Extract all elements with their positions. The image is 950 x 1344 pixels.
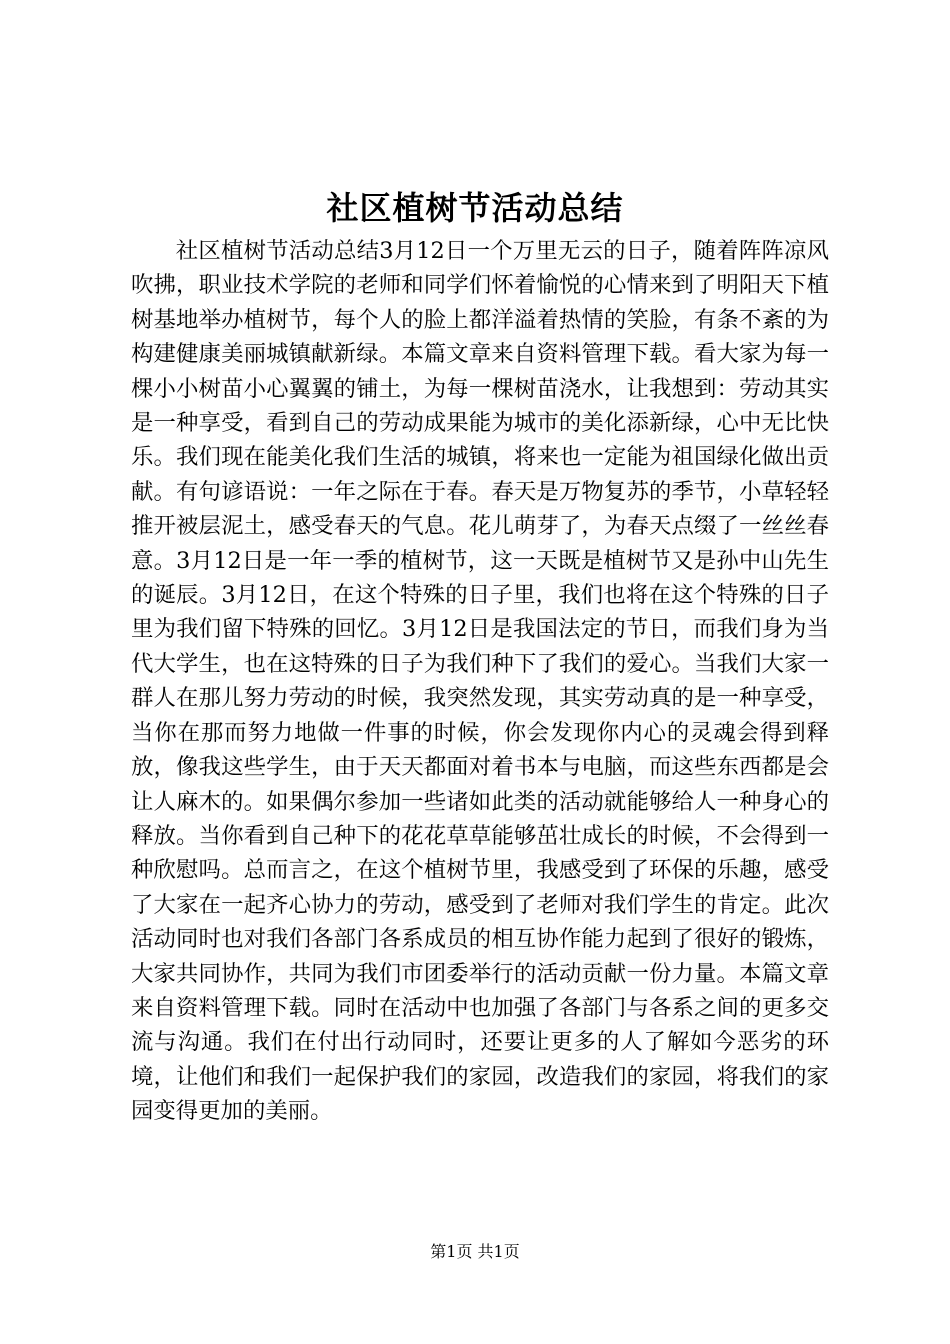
document-title: 社区植树节活动总结 [326,189,624,227]
document-body: 社区植树节活动总结3月12日一个万里无云的日子，随着阵阵凉风吹拂，职业技术学院的老师和同学们怀着愉悦的心情来到了明阳天下植树基地举办植树节，每个人的脸上都洋溢着热情的笑脸，有条不紊的为构建健康美丽城镇献新绿。本篇文章来自资料管理下载。看大家为每一棵小小树苗小心翼翼的铺土，为每一棵树苗浇水，让我想到：劳动其实是一种享受，看到自己的劳动成果能为城市的美化添新绿，心中无比快乐。我们现在能美化我们生活的城镇，将来也一定能为祖国绿化做出贡献。有句谚语说：一年之际在于春。春天是万物复苏的季节，小草轻轻推开被层泥土，感受春天的气息。花儿萌芽了，为春天点缀了一丝丝春意。3月12日是一年一季的植树节，这一天既是植树节又是孙中山先生的诞辰。3月12日，在这个特殊的日子里，我们也将在这个特殊的日子里为我们留下特殊的回忆。3月12日是我国法定的节日，而我们身为当代大学生，也在这特殊的日子为我们种下了我们的爱心。当我们大家一群人在那儿努力劳动的时候，我突然发现，其实劳动真的是一种享受，当你在那而努力地做一件事的时候，你会发现你内心的灵魂会得到释放，像我这些学生，由于天天都面对着书本与电脑，而这些东西都是会让人麻木的。如果偶尔参加一些诸如此类的活动就能够给人一种身心的释放。当你看到自己种下的花花草草能够茁壮成长的时候，不会得到一种欣慰吗。总而言之，在这个植树节里，我感受到了环保的乐趣，感受了大家在一起齐心协力的劳动，感受到了老师对我们学生的肯定。此次活动同时也对我们各部门各系成员的相互协作能力起到了很好的锻炼，大家共同协作，共同为我们市团委举行的活动贡献一份力量。本篇文章来自资料管理下载。同时在活动中也加强了各部门与各系之间的更多交流与沟通。我们在付出行动同时，还要让更多的人了解如今恶劣的环境，让他们和我们一起保护我们的家园，改造我们的家园，将我们的家园变得更加的美丽。 [131,238,829,1125]
page-footer: 第1页 共1页 [430,1242,520,1261]
